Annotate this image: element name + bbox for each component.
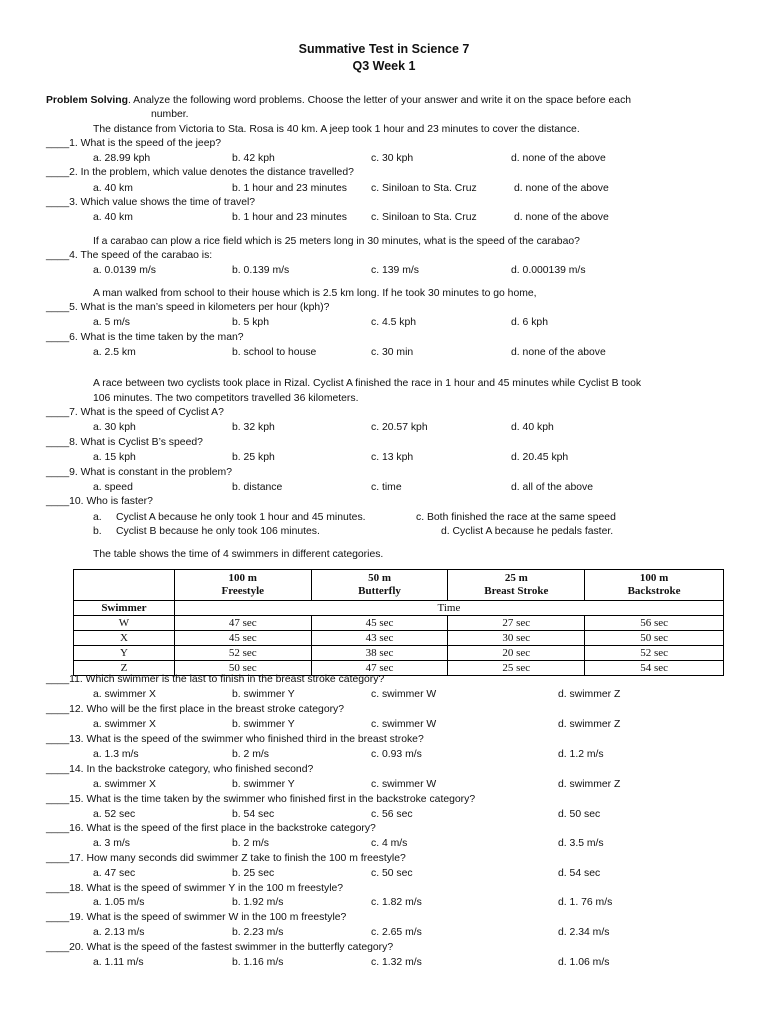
q3-choice-b: b. 1 hour and 23 minutes bbox=[232, 212, 347, 223]
swimmer-name: X bbox=[74, 631, 175, 646]
q18-choice-d: d. 1. 76 m/s bbox=[558, 897, 613, 908]
q17-choice-d: d. 54 sec bbox=[558, 868, 601, 879]
q10-choice-a: Cyclist A because he only took 1 hour and 45 minutes. bbox=[116, 512, 366, 523]
table-corner-cell bbox=[74, 570, 175, 601]
q19-choice-b: b. 2.23 m/s bbox=[232, 927, 284, 938]
question-2: ____2. In the problem, which value denotes the distance travelled? bbox=[46, 167, 354, 178]
q20-choice-b: b. 1.16 m/s bbox=[232, 957, 284, 968]
swimmer-times-table bbox=[73, 569, 724, 676]
time-cell: 45 sec bbox=[174, 631, 311, 646]
q5-choice-b: b. 5 kph bbox=[232, 317, 269, 328]
page-subtitle: Q3 Week 1 bbox=[352, 59, 416, 73]
q20-choice-d: d. 1.06 m/s bbox=[558, 957, 610, 968]
q2-choice-d: d. none of the above bbox=[514, 183, 609, 194]
q18-choice-c: c. 1.82 m/s bbox=[371, 897, 422, 908]
q19-choice-a: a. 2.13 m/s bbox=[93, 927, 145, 938]
q12-choice-d: d. swimmer Z bbox=[558, 719, 621, 730]
q6-choice-b: b. school to house bbox=[232, 347, 317, 358]
table-row bbox=[74, 616, 724, 631]
q2-choice-a: a. 40 km bbox=[93, 183, 133, 194]
time-cell: 56 sec bbox=[585, 616, 724, 631]
q9-choice-a: a. speed bbox=[93, 482, 133, 493]
q12-choice-a: a. swimmer X bbox=[93, 719, 156, 730]
q2-choice-c: c. Siniloan to Sta. Cruz bbox=[371, 183, 477, 194]
question-18: ____18. What is the speed of swimmer Y in the 100 m freestyle? bbox=[46, 883, 344, 894]
time-cell: 27 sec bbox=[448, 616, 585, 631]
question-8: ____8. What is Cyclist B’s speed? bbox=[46, 437, 203, 448]
question-15: ____15. What is the time taken by the swimmer who finished first in the backstroke category? bbox=[46, 794, 476, 805]
q10-choice-c: c. Both finished the race at the same speed bbox=[416, 512, 616, 523]
header-freestyle: 100 m Freestyle bbox=[174, 570, 311, 601]
q7-choice-d: d. 40 kph bbox=[511, 422, 554, 433]
question-7: ____7. What is the speed of Cyclist A? bbox=[46, 407, 224, 418]
q4-choice-c: c. 139 m/s bbox=[371, 265, 419, 276]
q20-choice-c: c. 1.32 m/s bbox=[371, 957, 422, 968]
question-9: ____9. What is constant in the problem? bbox=[46, 467, 232, 478]
swimmer-name: Y bbox=[74, 646, 175, 661]
q3-choice-d: d. none of the above bbox=[514, 212, 609, 223]
q1-choice-b: b. 42 kph bbox=[232, 153, 275, 164]
q10-choice-a-letter: a. bbox=[93, 512, 102, 523]
time-cell: 47 sec bbox=[174, 616, 311, 631]
header-breast-stroke: 25 m Breast Stroke bbox=[448, 570, 585, 601]
q7-choice-b: b. 32 kph bbox=[232, 422, 275, 433]
time-cell: 38 sec bbox=[311, 646, 448, 661]
table-row bbox=[74, 631, 724, 646]
q18-choice-a: a. 1.05 m/s bbox=[93, 897, 145, 908]
swimmer-name: W bbox=[74, 616, 175, 631]
q16-choice-c: c. 4 m/s bbox=[371, 838, 408, 849]
q17-choice-a: a. 47 sec bbox=[93, 868, 136, 879]
q2-choice-b: b. 1 hour and 23 minutes bbox=[232, 183, 347, 194]
passage-jeep: The distance from Victoria to Sta. Rosa is 40 km. A jeep took 1 hour and 23 minutes to cover the distance. bbox=[93, 124, 580, 135]
q16-choice-a: a. 3 m/s bbox=[93, 838, 130, 849]
q5-choice-c: c. 4.5 kph bbox=[371, 317, 417, 328]
q14-choice-c: c. swimmer W bbox=[371, 779, 437, 790]
q3-choice-c: c. Siniloan to Sta. Cruz bbox=[371, 212, 477, 223]
q15-choice-d: d. 50 sec bbox=[558, 809, 601, 820]
q8-choice-d: d. 20.45 kph bbox=[511, 452, 569, 463]
header-time: Time bbox=[174, 601, 723, 616]
question-17: ____17. How many seconds did swimmer Z take to finish the 100 m freestyle? bbox=[46, 853, 406, 864]
q6-choice-d: d. none of the above bbox=[511, 347, 606, 358]
time-cell: 50 sec bbox=[174, 661, 311, 676]
q9-choice-d: d. all of the above bbox=[511, 482, 594, 493]
instructions-continued: number. bbox=[151, 109, 189, 120]
q19-choice-c: c. 2.65 m/s bbox=[371, 927, 422, 938]
passage-carabao: If a carabao can plow a rice field which is 25 meters long in 30 minutes, what is the speed of the carabao? bbox=[93, 236, 580, 247]
instructions-label: Problem Solving bbox=[46, 95, 128, 106]
q19-choice-d: d. 2.34 m/s bbox=[558, 927, 610, 938]
q9-choice-b: b. distance bbox=[232, 482, 283, 493]
instructions bbox=[46, 94, 631, 107]
passage-cyclists: A race between two cyclists took place in Rizal. Cyclist A finished the race in 1 hour and 45 minutes while Cyclist B took bbox=[93, 378, 642, 389]
q15-choice-c: c. 56 sec bbox=[371, 809, 413, 820]
q4-choice-a: a. 0.0139 m/s bbox=[93, 265, 156, 276]
q15-choice-a: a. 52 sec bbox=[93, 809, 136, 820]
time-cell: 52 sec bbox=[174, 646, 311, 661]
q20-choice-a: a. 1.11 m/s bbox=[93, 957, 144, 968]
passage-man-walk: A man walked from school to their house which is 2.5 km long. If he took 30 minutes to go home, bbox=[93, 288, 537, 299]
q5-choice-d: d. 6 kph bbox=[511, 317, 548, 328]
question-19: ____19. What is the speed of swimmer W in the 100 m freestyle? bbox=[46, 912, 347, 923]
question-16: ____16. What is the speed of the first place in the backstroke category? bbox=[46, 823, 376, 834]
q12-choice-c: c. swimmer W bbox=[371, 719, 437, 730]
page-title: Summative Test in Science 7 bbox=[298, 42, 470, 56]
q11-choice-a: a. swimmer X bbox=[93, 689, 156, 700]
passage-swimmers: The table shows the time of 4 swimmers in different categories. bbox=[93, 549, 384, 560]
q14-choice-a: a. swimmer X bbox=[93, 779, 156, 790]
q7-choice-a: a. 30 kph bbox=[93, 422, 136, 433]
header-butterfly: 50 m Butterfly bbox=[311, 570, 448, 601]
q13-choice-a: a. 1.3 m/s bbox=[93, 749, 139, 760]
q11-choice-d: d. swimmer Z bbox=[558, 689, 621, 700]
q11-choice-b: b. swimmer Y bbox=[232, 689, 295, 700]
swimmer-name: Z bbox=[74, 661, 175, 676]
q5-choice-a: a. 5 m/s bbox=[93, 317, 130, 328]
question-4: ____4. The speed of the carabao is: bbox=[46, 250, 213, 261]
question-5: ____5. What is the man’s speed in kilometers per hour (kph)? bbox=[46, 302, 330, 313]
q13-choice-d: d. 1.2 m/s bbox=[558, 749, 604, 760]
q7-choice-c: c. 20.57 kph bbox=[371, 422, 428, 433]
q13-choice-b: b. 2 m/s bbox=[232, 749, 269, 760]
time-cell: 54 sec bbox=[585, 661, 724, 676]
q4-choice-d: d. 0.000139 m/s bbox=[511, 265, 586, 276]
question-11: ____11. Which swimmer is the last to finish in the breast stroke category? bbox=[46, 674, 385, 685]
q13-choice-c: c. 0.93 m/s bbox=[371, 749, 422, 760]
q16-choice-b: b. 2 m/s bbox=[232, 838, 269, 849]
q14-choice-d: d. swimmer Z bbox=[558, 779, 621, 790]
q18-choice-b: b. 1.92 m/s bbox=[232, 897, 284, 908]
time-cell: 52 sec bbox=[585, 646, 724, 661]
time-cell: 50 sec bbox=[585, 631, 724, 646]
q17-choice-b: b. 25 sec bbox=[232, 868, 275, 879]
question-3: ____3. Which value shows the time of travel? bbox=[46, 197, 256, 208]
q8-choice-b: b. 25 kph bbox=[232, 452, 275, 463]
time-cell: 20 sec bbox=[448, 646, 585, 661]
q9-choice-c: c. time bbox=[371, 482, 402, 493]
question-6: ____6. What is the time taken by the man? bbox=[46, 332, 244, 343]
time-cell: 45 sec bbox=[311, 616, 448, 631]
time-cell: 47 sec bbox=[311, 661, 448, 676]
table-row bbox=[74, 646, 724, 661]
q16-choice-d: d. 3.5 m/s bbox=[558, 838, 604, 849]
q14-choice-b: b. swimmer Y bbox=[232, 779, 295, 790]
q4-choice-b: b. 0.139 m/s bbox=[232, 265, 290, 276]
time-cell: 43 sec bbox=[311, 631, 448, 646]
q15-choice-b: b. 54 sec bbox=[232, 809, 275, 820]
time-cell: 25 sec bbox=[448, 661, 585, 676]
q10-choice-b-letter: b. bbox=[93, 526, 102, 537]
passage-cyclists-continued: 106 minutes. The two competitors travelled 36 kilometers. bbox=[93, 393, 359, 404]
q12-choice-b: b. swimmer Y bbox=[232, 719, 295, 730]
question-13: ____13. What is the speed of the swimmer who finished third in the breast stroke? bbox=[46, 734, 424, 745]
q6-choice-a: a. 2.5 km bbox=[93, 347, 136, 358]
question-12: ____12. Who will be the first place in the breast stroke category? bbox=[46, 704, 345, 715]
q17-choice-c: c. 50 sec bbox=[371, 868, 413, 879]
q1-choice-c: c. 30 kph bbox=[371, 153, 414, 164]
header-backstroke: 100 m Backstroke bbox=[585, 570, 724, 601]
question-1: ____1. What is the speed of the jeep? bbox=[46, 138, 222, 149]
q1-choice-a: a. 28.99 kph bbox=[93, 153, 151, 164]
q8-choice-a: a. 15 kph bbox=[93, 452, 136, 463]
q6-choice-c: c. 30 min bbox=[371, 347, 414, 358]
q3-choice-a: a. 40 km bbox=[93, 212, 133, 223]
question-20: ____20. What is the speed of the fastest swimmer in the butterfly category? bbox=[46, 942, 394, 953]
header-swimmer: Swimmer bbox=[74, 601, 175, 616]
question-10: ____10. Who is faster? bbox=[46, 496, 153, 507]
time-cell: 30 sec bbox=[448, 631, 585, 646]
q10-choice-d: d. Cyclist A because he pedals faster. bbox=[441, 526, 614, 537]
question-14: ____14. In the backstroke category, who finished second? bbox=[46, 764, 314, 775]
q11-choice-c: c. swimmer W bbox=[371, 689, 437, 700]
q10-choice-b: Cyclist B because he only took 106 minutes. bbox=[116, 526, 320, 537]
instructions-text: . Analyze the following word problems. Choose the letter of your answer and write it on the space before each bbox=[127, 95, 632, 106]
q8-choice-c: c. 13 kph bbox=[371, 452, 414, 463]
q1-choice-d: d. none of the above bbox=[511, 153, 606, 164]
